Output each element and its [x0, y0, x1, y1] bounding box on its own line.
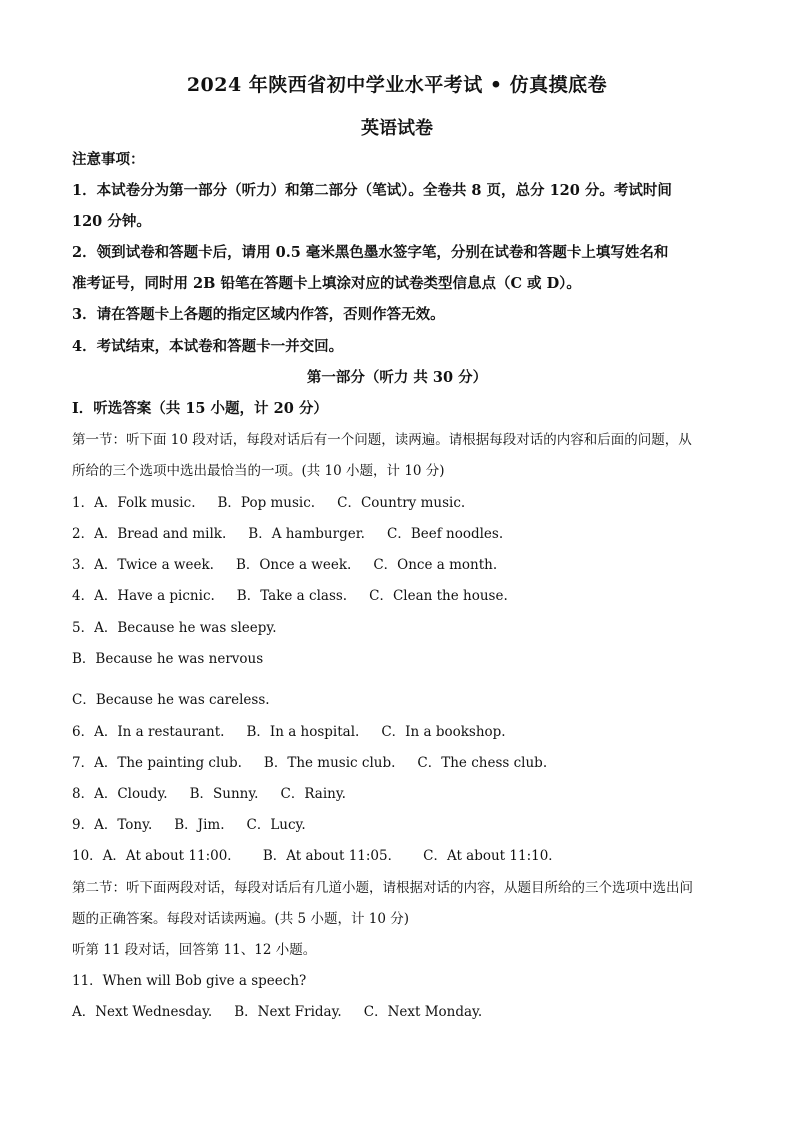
option-c: C．At about 11:10．: [423, 848, 562, 864]
question-number: 5．: [72, 620, 95, 636]
question-11-stem: 11．When will Bob give a speech?: [72, 973, 307, 989]
option-b: B．Pop music.: [217, 495, 316, 511]
option-b: B．Sunny.: [189, 786, 259, 802]
option-c: C．Beef noodles.: [386, 526, 504, 542]
sec2-intro-line1: 第二节：听下面两段对话，每段对话后有几道小题，请根据对话的内容，从题目所给的三个选项中选出问: [72, 880, 693, 896]
note-4: 4．考试结束，本试卷和答题卡一并交回。: [72, 338, 344, 355]
question-10: [72, 846, 732, 866]
question-5: [72, 618, 732, 638]
option-a: A．Because he was sleepy.: [94, 620, 277, 636]
option-a: A．At about 11:00．: [102, 848, 241, 864]
note-2-cont: 准考证号，同时用 2B 铅笔在答题卡上填涂对应的试卷类型信息点（C 或 D）。: [72, 275, 581, 292]
question-1: [72, 493, 732, 513]
option-a: A．Have a picnic.: [94, 588, 215, 604]
question-number: 3．: [72, 557, 95, 573]
notes-heading: 注意事项：: [72, 151, 145, 168]
question-number: 2．: [72, 526, 95, 542]
question-9: [72, 815, 732, 835]
option-b: B．In a hospital.: [246, 724, 360, 740]
option-a: A．Bread and milk.: [94, 526, 227, 542]
option-a: A．Next Wednesday.: [72, 1004, 213, 1020]
question-5-option-c: C．Because he was careless.: [72, 692, 270, 708]
option-b: B．A hamburger.: [248, 526, 365, 542]
question-number: 6．: [72, 724, 95, 740]
dialog-11-note: 听第 11 段对话，回答第 11、12 小题。: [72, 942, 317, 958]
question-6: [72, 722, 732, 742]
option-b: B．Jim.: [174, 817, 225, 833]
option-b: B．Take a class.: [236, 588, 348, 604]
question-number: 8．: [72, 786, 95, 802]
question-5-option-b: B．Because he was nervous: [72, 651, 264, 667]
part1-heading: 第一部分（听力 共 30 分）: [306, 369, 488, 386]
question-number: 1．: [72, 495, 95, 511]
sec1-intro-line2: 所给的三个选项中选出最恰当的一项。(共 10 小题，计 10 分): [72, 463, 445, 479]
option-a: A．Tony.: [94, 817, 153, 833]
question-3: [72, 555, 732, 575]
note-2: 2．领到试卷和答题卡后，请用 0.5 毫米黑色墨水签字笔，分别在试卷和答题卡上填写姓名和: [72, 244, 669, 261]
option-a: A．Folk music.: [94, 495, 196, 511]
sec1-intro-line1: 第一节：听下面 10 段对话，每段对话后有一个问题，读两遍。请根据每段对话的内容和后面的问题，从: [72, 432, 692, 448]
option-b: B．The music club.: [263, 755, 396, 771]
question-2: [72, 524, 732, 544]
option-c: C．Lucy.: [246, 817, 306, 833]
question-7: [72, 753, 732, 773]
option-a: A．In a restaurant.: [94, 724, 225, 740]
option-b: B．At about 11:05．: [262, 848, 402, 864]
option-c: C．Country music.: [337, 495, 466, 511]
question-number: 4．: [72, 588, 95, 604]
question-number: 10．: [72, 848, 103, 864]
option-c: C．In a bookshop.: [381, 724, 506, 740]
option-a: A．Cloudy.: [94, 786, 168, 802]
question-number: 7．: [72, 755, 95, 771]
question-11-options: [72, 1002, 732, 1022]
sec2-intro-line2: 题的正确答案。每段对话读两遍。(共 5 小题，计 10 分): [72, 911, 409, 927]
option-c: C．Once a month.: [373, 557, 498, 573]
option-c: C．Next Monday.: [363, 1004, 483, 1020]
exam-subtitle: 英语试卷: [361, 118, 433, 139]
section-title: Ⅰ．听选答案（共 15 小题，计 20 分）: [72, 400, 328, 417]
option-b: B．Next Friday.: [234, 1004, 342, 1020]
note-1-cont: 120 分钟。: [72, 213, 151, 230]
option-c: C．Rainy.: [280, 786, 346, 802]
exam-title: 2024 年陕西省初中学业水平考试 • 仿真摸底卷: [186, 74, 608, 96]
note-1: 1．本试卷分为第一部分（听力）和第二部分（笔试）。全卷共 8 页，总分 120 分。考试时间: [72, 182, 672, 199]
note-3: 3．请在答题卡上各题的指定区域内作答，否则作答无效。: [72, 306, 445, 323]
option-c: C．Clean the house.: [369, 588, 508, 604]
option-a: A．The painting club.: [94, 755, 242, 771]
question-number: 9．: [72, 817, 95, 833]
option-a: A．Twice a week.: [94, 557, 214, 573]
question-4: [72, 586, 732, 606]
option-c: C．The chess club.: [417, 755, 548, 771]
option-b: B．Once a week.: [235, 557, 352, 573]
question-8: [72, 784, 732, 804]
